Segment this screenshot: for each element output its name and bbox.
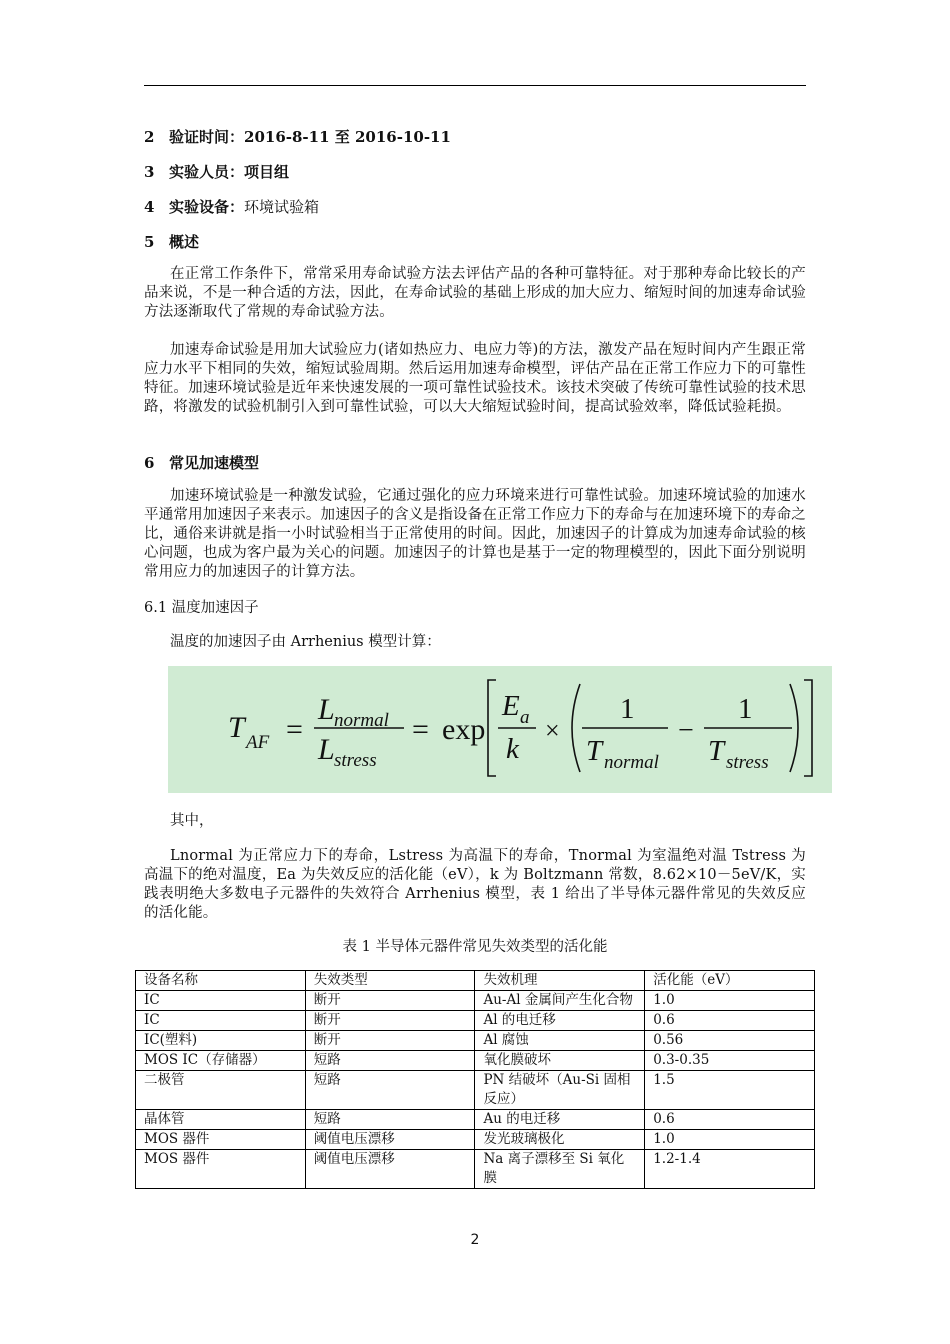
formula-intro: 温度的加速因子由 Arrhenius 模型计算： bbox=[170, 634, 441, 650]
cell: 0.56 bbox=[645, 1031, 815, 1051]
cell: Au-Al 金属间产生化合物 bbox=[475, 991, 645, 1011]
paragraph-acceleration: 加速环境试验是一种激发试验，它通过强化的应力环境来进行可靠性试验。加速环境试验的加速水平通常用加速因子来表示。加速因子的含义是指设备在正常工作应力下的寿命与在加速环境下的寿命之比，通俗来讲就是指一小时试验相当于正常使用的时间。因此，加速因子的计算成为加速寿命试验的核心问题，也成为客户最为关心的问题。加速因子的计算也是基于一定的物理模型的，因此下面分别说明常用应力的加速因子的计算方法。 bbox=[144, 488, 806, 580]
cell: Al 腐蚀 bbox=[475, 1031, 645, 1051]
table-row bbox=[136, 1011, 815, 1031]
cell: Au 的电迁移 bbox=[475, 1110, 645, 1130]
cell: 短路 bbox=[305, 1051, 475, 1071]
header-activation-energy: 活化能（eV） bbox=[645, 971, 815, 991]
where-label: 其中， bbox=[170, 813, 214, 829]
section-5-heading: 5 概述 bbox=[144, 233, 200, 251]
cell: 1.2-1.4 bbox=[645, 1150, 815, 1189]
header-mechanism: 失效机理 bbox=[475, 971, 645, 991]
cell: MOS 器件 bbox=[136, 1130, 306, 1150]
cell: 发光玻璃极化 bbox=[475, 1130, 645, 1150]
formula-one-a: 1 bbox=[620, 693, 635, 725]
cell: IC bbox=[136, 1011, 306, 1031]
table-row bbox=[136, 1071, 815, 1110]
formula-eq-2: = bbox=[412, 713, 429, 746]
cell: MOS 器件 bbox=[136, 1150, 306, 1189]
table-row bbox=[136, 991, 815, 1011]
formula-l-bottom: L bbox=[318, 733, 335, 766]
section-2: 2 验证时间：2016-8-11 至 2016-10-11 bbox=[144, 128, 451, 146]
paragraph-overview-2: 加速寿命试验是用加大试验应力(诸如热应力、电应力等)的方法，激发产品在短时间内产生跟正常应力水平下相同的失效，缩短试验周期。然后运用加速寿命模型，评估产品在正常工作应力下的可靠性特征。加速环境试验是近年来快速发展的一项可靠性试验技术。该技术突破了传统可靠性试验的技术思路，将激发的试验机制引入到可靠性试验，可以大大缩短试验时间，提高试验效率，降低试验耗损。 bbox=[144, 342, 806, 415]
cell: Na 离子漂移至 Si 氧化膜 bbox=[475, 1150, 645, 1189]
activation-energy-table bbox=[135, 970, 815, 1189]
formula-normal-top: normal bbox=[334, 710, 389, 731]
cell: 0.6 bbox=[645, 1110, 815, 1130]
formula-exp: exp bbox=[442, 713, 486, 746]
cell: 氧化膜破坏 bbox=[475, 1051, 645, 1071]
section-3: 3 实验人员：项目组 bbox=[144, 163, 290, 181]
header-device: 设备名称 bbox=[136, 971, 306, 991]
formula-t-stress: T bbox=[708, 735, 725, 767]
table-row bbox=[136, 1051, 815, 1071]
section-4: 4 实验设备：环境试验箱 bbox=[144, 198, 320, 216]
cell: 断开 bbox=[305, 1011, 475, 1031]
section-6-heading: 6 常见加速模型 bbox=[144, 454, 260, 472]
cell: IC bbox=[136, 991, 306, 1011]
formula-a: a bbox=[520, 707, 530, 728]
paragraph-overview-1: 在正常工作条件下，常常采用寿命试验方法去评估产品的各种可靠特征。对于那种寿命比较长的产品来说，不是一种合适的方法，因此，在寿命试验的基础上形成的加大应力、缩短时间的加速寿命试验方法逐渐取代了常规的寿命试验方法。 bbox=[144, 266, 806, 320]
table-header-row bbox=[136, 971, 815, 991]
cell: IC(塑料) bbox=[136, 1031, 306, 1051]
formula-e: E bbox=[502, 690, 520, 722]
header-failure-type: 失效类型 bbox=[305, 971, 475, 991]
cell: 短路 bbox=[305, 1110, 475, 1130]
formula-t: T bbox=[228, 711, 245, 744]
formula-stress-bottom: stress bbox=[334, 750, 377, 771]
table-caption: 表 1 半导体元器件常见失效类型的活化能 bbox=[342, 939, 608, 955]
cell: 短路 bbox=[305, 1071, 475, 1110]
cell: 1.0 bbox=[645, 991, 815, 1011]
cell: 1.5 bbox=[645, 1071, 815, 1110]
formula-stress-sub: stress bbox=[726, 752, 769, 773]
formula-times: × bbox=[545, 716, 560, 745]
cell: PN 结破坏（Au-Si 固相反应） bbox=[475, 1071, 645, 1110]
formula-minus: − bbox=[678, 715, 694, 746]
formula-l-top: L bbox=[318, 693, 335, 726]
table-row bbox=[136, 1150, 815, 1189]
cell: MOS IC（存储器） bbox=[136, 1051, 306, 1071]
cell: Al 的电迁移 bbox=[475, 1011, 645, 1031]
arrhenius-formula bbox=[168, 666, 832, 793]
subheading-6-1: 6.1 温度加速因子 bbox=[144, 600, 259, 616]
header-rule bbox=[144, 85, 806, 86]
cell: 二极管 bbox=[136, 1071, 306, 1110]
table-row bbox=[136, 1130, 815, 1150]
formula-k: k bbox=[506, 733, 519, 765]
paragraph-definitions: Lnormal 为正常应力下的寿命，Lstress 为高温下的寿命，Tnormal 为室温绝对温 Tstress 为高温下的绝对温度，Ea 为失效反应的活化能（eV），k 为 Boltzmann 常数，8.62×10－5eV/K，实践表明绝大多数电子元器件的失效符合 Arrhenius 模型，表 1 给出了半导体元器件常见的失效反应的活化能。 bbox=[144, 848, 806, 921]
cell: 断开 bbox=[305, 991, 475, 1011]
cell: 晶体管 bbox=[136, 1110, 306, 1130]
table-row bbox=[136, 1031, 815, 1051]
table-row bbox=[136, 1110, 815, 1130]
cell: 0.6 bbox=[645, 1011, 815, 1031]
formula-one-b: 1 bbox=[738, 693, 753, 725]
formula-t-normal: T bbox=[586, 735, 603, 767]
cell: 阈值电压漂移 bbox=[305, 1150, 475, 1189]
cell: 0.3-0.35 bbox=[645, 1051, 815, 1071]
cell: 1.0 bbox=[645, 1130, 815, 1150]
formula-af: AF bbox=[246, 732, 270, 753]
page-number: 2 bbox=[470, 1232, 480, 1248]
cell: 断开 bbox=[305, 1031, 475, 1051]
formula-normal-sub: normal bbox=[604, 752, 659, 773]
cell: 阈值电压漂移 bbox=[305, 1130, 475, 1150]
formula-eq-1: = bbox=[286, 713, 303, 746]
